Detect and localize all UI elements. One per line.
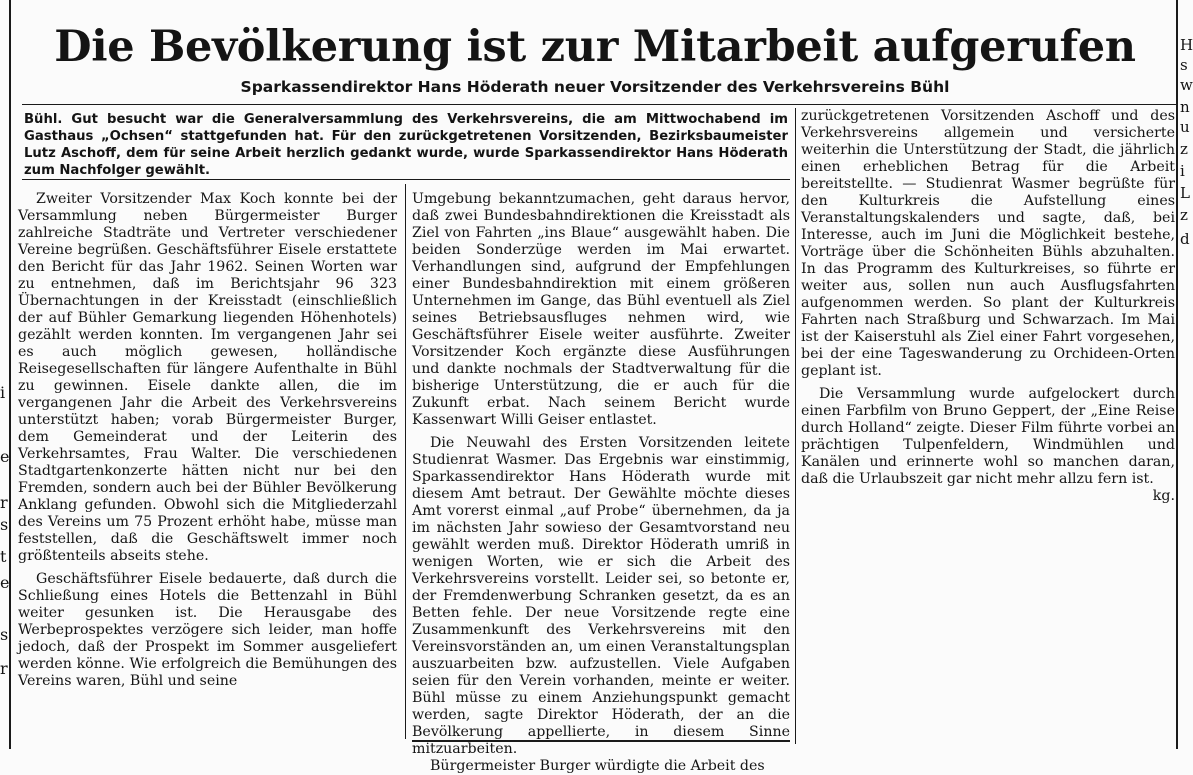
edge-fragment: u bbox=[1180, 118, 1190, 136]
body-paragraph: Bürgermeister Burger würdigte die Arbeit des bbox=[430, 758, 765, 774]
right-edge-rule bbox=[1176, 0, 1178, 749]
body-paragraph: Geschäftsführer Eisele bedauerte, daß durch die Schließung eines Hotels die Bettenzahl in Bühl weiter gesunken ist. Die Herausgabe des Werbeprospektes verzögere sich leider, man hoffe jedoch, daß der Prospekt im Sommer ausgeliefert werden könne. Wie erfolgreich die Bemühungen des Vereins waren, Bühl und seine bbox=[18, 571, 397, 689]
edge-fragment: s bbox=[0, 625, 9, 644]
edge-fragment: e bbox=[0, 573, 10, 592]
column-rule-1 bbox=[405, 184, 406, 739]
body-paragraph: zurückgetretenen Vorsitzenden Aschoff und des Verkehrsvereins allgemein und versicherte weiterhin die Unterstützung der Stadt, die jährlich einen erheblichen Betrag für die Arbeit bereitstellte. — Studienrat Wasmer begrüßte für den Kulturkreis die Aufstellung eines Veranstaltungskalenders und sagte, daß, bei Interesse, auch im Juni die Möglichkeit bestehe, Vorträge über die Schönheiten Bühls abzuhalten. In das Programm des Kulturkreises, so führte er weiter aus, sollen nun auch Ausflugsfahrten aufgenommen werden. So plant der Kulturkreis Fahrten nach Straßburg und Schwarzach. Im Mai ist der Kaiserstuhl als Ziel einer Fahrt vorgesehen, bei der eine Tageswanderung zu Orchideen-Orten geplant ist. bbox=[801, 108, 1175, 379]
header-rule bbox=[22, 104, 1177, 105]
edge-fragment: s bbox=[1180, 56, 1188, 74]
article-column-1 bbox=[18, 191, 397, 690]
article-column-3 bbox=[801, 108, 1175, 505]
edge-fragment: L bbox=[1180, 184, 1190, 202]
lead-separator-rule bbox=[22, 179, 790, 180]
body-paragraph: Die Versammlung wurde aufgelockert durch einen Farbfilm von Bruno Geppert, der „Eine Reise durch Holland“ zeigte. Dieser Film führte vorbei an prächtigen Tulpenfeldern, Windmühlen und Kanälen und erinnerte wohl so manchen daran, daß die Urlaubszeit gar nicht mehr allzu fern ist. bbox=[801, 386, 1175, 487]
edge-fragment: t bbox=[0, 547, 7, 566]
right-margin-fragments bbox=[1176, 0, 1193, 300]
article-subheadline: Sparkassendirektor Hans Höderath neuer Vorsitzender des Verkehrsvereins Bühl bbox=[240, 78, 950, 96]
lead-paragraph: Bühl. Gut besucht war die Generalversammlung des Verkehrsvereins, die am Mittwochabend im Gasthaus „Ochsen“ stattgefunden hat. Für den zurückgetretenen Vorsitzenden, Bezirksbaumeister Lutz Aschoff, dem für seine Arbeit herzlich gedankt wurde, wurde Sparkassendirektor Hans Höderath zum Nachfolger gewählt. bbox=[24, 112, 788, 178]
edge-fragment: i bbox=[1180, 162, 1185, 180]
edge-fragment: s bbox=[0, 515, 9, 534]
article-column-2 bbox=[412, 191, 790, 775]
edge-fragment: w bbox=[1180, 76, 1193, 94]
body-paragraph: Zweiter Vorsitzender Max Koch konnte bei der Versammlung neben Bürgermeister Burger zahlreiche Stadträte und Vertreter verschiedener Vereine begrüßen. Geschäftsführer Eisele erstattete den Bericht für das Jahr 1962. Seinen Worten war zu entnehmen, daß im Berichtsjahr 96 323 Übernachtungen in der Kreisstadt (einschließlich der auf Bühler Gemarkung liegenden Höhenhotels) gezählt werden konnten. Im vergangenen Jahr sei es auch möglich gewesen, holländische Reisegesellschaften für längere Aufenthalte in Bühl zu gewinnen. Eisele dankte allen, die im vergangenen Jahr die Arbeit des Verkehrsvereins unterstützt haben; vorab Bürgermeister Burger, dem Gemeinderat und der Leiterin des Verkehrsamtes, Frau Walter. Die verschiedenen Stadtgartenkonzerte hätten nicht nur bei den Fremden, sondern auch bei der Bühler Bevölkerung Anklang gefunden. Obwohl sich die Mitgliederzahl des Vereins um 75 Prozent erhöht habe, müsse man feststellen, daß die Geschäftswelt immer noch größtenteils abseits stehe. bbox=[18, 191, 397, 564]
edge-fragment: e bbox=[0, 447, 10, 466]
edge-fragment: r bbox=[0, 493, 8, 512]
edge-fragment: z bbox=[1180, 206, 1188, 224]
edge-fragment: i bbox=[0, 383, 6, 402]
edge-fragment: n bbox=[1180, 98, 1190, 116]
edge-fragment: z bbox=[1180, 140, 1188, 158]
edge-fragment: H bbox=[1180, 36, 1193, 54]
body-paragraph: Umgebung bekanntzumachen, geht daraus hervor, daß zwei Bundesbahndirektionen die Kreisstadt als Ziel von Fahrten „ins Blaue“ ausgewählt haben. Die beiden Sonderzüge werden im Mai erwartet. Verhandlungen sind, aufgrund der Empfehlungen einer Bundesbahndirektion mit einem größeren Unternehmen im Gange, das Bühl eventuell als Ziel seines Betriebsausfluges nehmen wird, wie Geschäftsführer Eisele weiter ausführte. Zweiter Vorsitzender Koch ergänzte diese Ausführungen und dankte nochmals der Stadtverwaltung für die bisherige Unterstützung, die er auch für die Zukunft erbat. Nach seinem Bericht wurde Kassenwart Willi Geiser entlastet. bbox=[412, 191, 790, 428]
column-rule-2 bbox=[795, 108, 796, 744]
edge-fragment: r bbox=[0, 659, 8, 678]
edge-fragment: d bbox=[1180, 230, 1190, 248]
article-headline: Die Bevölkerung ist zur Mitarbeit aufgerufen bbox=[54, 22, 1136, 72]
left-margin-fragments bbox=[0, 0, 12, 749]
left-edge-rule bbox=[9, 0, 11, 749]
author-signature: kg. bbox=[1152, 488, 1175, 504]
body-paragraph: Die Neuwahl des Ersten Vorsitzenden leitete Studienrat Wasmer. Das Ergebnis war einstimmig, Sparkassendirektor Hans Höderath wurde mit diesem Amt betraut. Der Gewählte möchte dieses Amt vorerst einmal „auf Probe“ übernehmen, da ja im nächsten Jahr sowieso der Gesamtvorstand neu gewählt werden muß. Direktor Höderath umriß in wenigen Worten, wie er sich die Arbeit des Verkehrsvereins vorstellt. Leider sei, so betonte er, der Fremdenwerbung Schranken gesetzt, da es an Betten fehle. Der neue Vorsitzende regte eine Zusammenkunft des Verkehrsvereins mit den Vereinsvorständen an, um einen Veranstaltungsplan auszuarbeiten bzw. aufzustellen. Viele Aufgaben seien für den Verein vorhanden, meinte er weiter. Bühl müsse zu einem Anziehungspunkt gemacht werden, sagte Direktor Höderath, der an die Bevölkerung appellierte, in diesem Sinne mitzuarbeiten. bbox=[412, 435, 790, 757]
